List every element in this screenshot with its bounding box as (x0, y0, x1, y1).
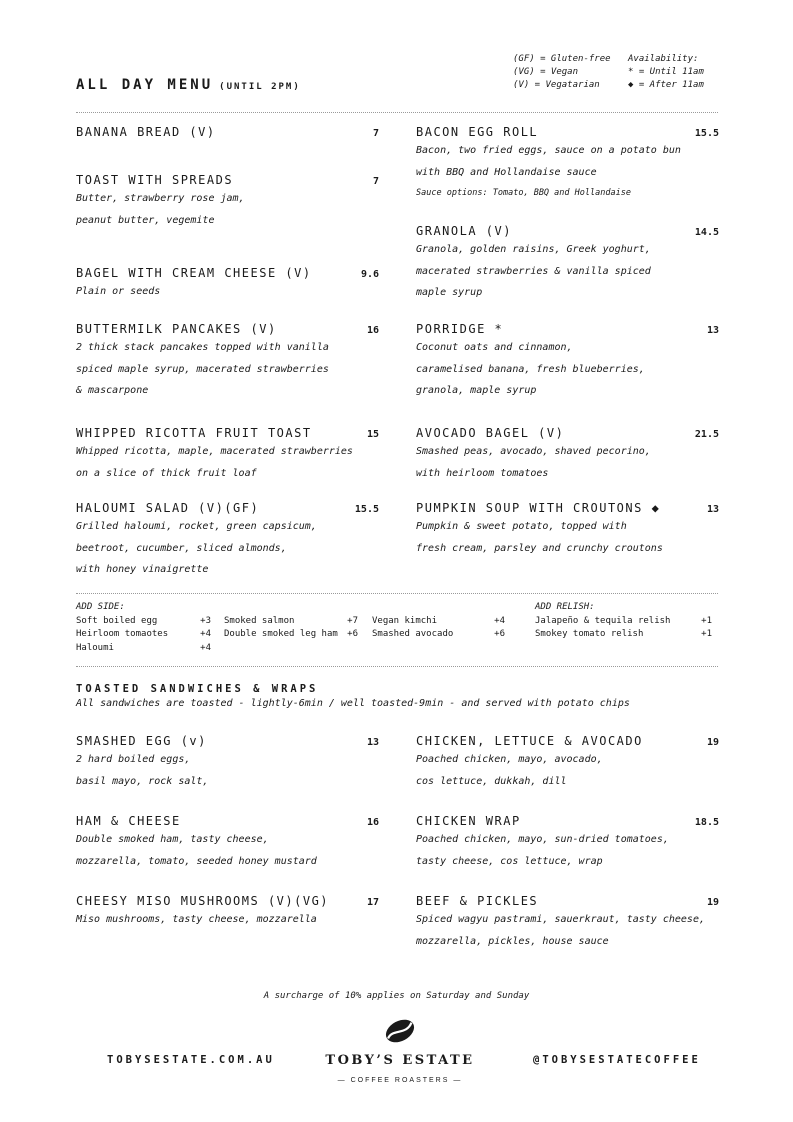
item-price: 7 (372, 128, 379, 139)
side-option-name: Heirloom tomaotes (76, 629, 169, 639)
item-name: WHIPPED RICOTTA FRUIT TOAST (76, 426, 312, 440)
relish-option (535, 615, 712, 629)
side-option (372, 615, 505, 629)
menu-item-porridge (416, 322, 719, 402)
desc-line: granola, maple syrup (416, 385, 537, 396)
item-name: CHICKEN WRAP (416, 814, 521, 828)
desc-line: Miso mushrooms, tasty cheese, mozzarella (76, 914, 317, 925)
desc-line: mozzarella, tomato, seeded honey mustard (76, 855, 317, 867)
menu-title-subtitle: (UNTIL 2PM) (219, 82, 301, 92)
menu-item-avocado-bagel (416, 426, 719, 484)
item-price: 13 (706, 504, 719, 515)
menu-title (76, 77, 301, 93)
item-price: 17 (366, 897, 379, 908)
desc-line: mozzarella, pickles, house sauce (416, 935, 609, 947)
section-title-sandwiches: TOASTED SANDWICHES & WRAPS (76, 683, 319, 695)
desc-line: Spiced wagyu pastrami, sauerkraut, tasty cheese, (416, 914, 705, 925)
desc-line: Whipped ricotta, maple, macerated strawberries (76, 446, 353, 457)
side-option (224, 615, 358, 629)
menu-item-granola (416, 224, 719, 304)
item-price: 13 (366, 737, 379, 748)
item-price: 14.5 (694, 227, 719, 238)
item-name: BUTTERMILK PANCAKES (V) (76, 322, 277, 336)
item-name: SMASHED EGG (v) (76, 734, 207, 748)
item-description (76, 909, 379, 931)
side-option-price: +6 (347, 629, 358, 639)
brand-name: TOBY’S ESTATE (325, 1053, 475, 1068)
add-relish-title: ADD RELISH: (535, 602, 595, 612)
surcharge-note: A surcharge of 10% applies on Saturday and Sunday (263, 991, 530, 1001)
side-option-name: Smoked salmon (224, 615, 295, 626)
side-option-name: Soft boiled egg (76, 615, 158, 626)
side-option (224, 628, 358, 642)
legend-vg: (VG) = Vegan (513, 67, 579, 77)
desc-line: spiced maple syrup, macerated strawberries (76, 363, 329, 375)
menu-item-bagel-cream-cheese (76, 266, 379, 303)
desc-line: on a slice of thick fruit loaf (76, 467, 257, 479)
legend-v: (V) = Vegatarian (513, 80, 600, 90)
item-price: 18.5 (694, 817, 719, 828)
side-option-price: +7 (347, 615, 358, 626)
desc-line: Plain or seeds (76, 286, 161, 297)
item-description (76, 829, 379, 872)
menu-item-chicken-wrap (416, 814, 719, 872)
side-option-price: +4 (200, 642, 211, 653)
desc-line: 2 hard boiled eggs, (76, 754, 191, 765)
relish-option-name: Jalapeño & tequila relish (535, 615, 671, 626)
relish-option-price: +1 (701, 629, 712, 639)
desc-line: Smashed peas, avocado, shaved pecorino, (416, 446, 651, 457)
item-name: HALOUMI SALAD (V)(GF) (76, 501, 260, 515)
item-name: PUMPKIN SOUP WITH CROUTONS ◆ (416, 501, 661, 515)
desc-line: with heirloom tomatoes (416, 467, 549, 479)
item-price: 13 (706, 325, 719, 336)
website-link[interactable]: TOBYSESTATE.COM.AU (107, 1054, 275, 1066)
section-subtitle-sandwiches: All sandwiches are toasted - lightly-6min / well toasted-9min - and served with potato chips (76, 698, 630, 709)
desc-line: caramelised banana, fresh blueberries, (416, 363, 645, 375)
menu-item-banana-bread (76, 125, 379, 139)
menu-title-text: ALL DAY MENU (76, 77, 214, 93)
desc-line: fresh cream, parsley and crunchy croutons (416, 542, 663, 554)
menu-item-smashed-egg (76, 734, 379, 792)
item-description (76, 188, 379, 231)
item-name: TOAST WITH SPREADS (76, 173, 234, 187)
item-description (416, 516, 719, 559)
item-description (416, 239, 719, 304)
desc-line: Butter, strawberry rose jam, (76, 193, 245, 204)
desc-line: maple syrup (416, 287, 483, 298)
desc-line: beetroot, cucumber, sliced almonds, (76, 542, 287, 554)
item-price: 15.5 (694, 128, 719, 139)
item-name: GRANOLA (V) (416, 224, 512, 238)
add-side-col-2 (224, 615, 358, 642)
side-option (372, 628, 505, 642)
social-handle[interactable]: @TOBYSESTATECOFFEE (533, 1054, 701, 1066)
item-description (76, 749, 379, 792)
side-option-name: Double smoked leg ham (224, 629, 338, 639)
add-relish (535, 601, 712, 642)
desc-line: Poached chicken, mayo, sun-dried tomatoes, (416, 834, 669, 845)
menu-item-whipped-ricotta (76, 426, 379, 484)
divider (76, 666, 718, 667)
item-price: 19 (706, 737, 719, 748)
item-description (416, 441, 719, 484)
desc-line: basil mayo, rock salt, (76, 775, 209, 787)
item-name: BACON EGG ROLL (416, 125, 539, 139)
item-description (76, 337, 379, 402)
desc-line: peanut butter, vegemite (76, 214, 215, 226)
item-price: 15 (366, 429, 379, 440)
item-name: BAGEL WITH CREAM CHEESE (V) (76, 266, 312, 280)
item-name: HAM & CHEESE (76, 814, 181, 828)
side-option-name: Haloumi (76, 642, 114, 653)
legend-gf: (GF) = Gluten-free (513, 54, 611, 64)
item-description (416, 909, 719, 952)
item-price: 19 (706, 897, 719, 908)
desc-line: with honey vinaigrette (76, 564, 209, 575)
item-price: 9.6 (360, 269, 379, 280)
desc-line: Double smoked ham, tasty cheese, (76, 834, 269, 845)
desc-line: Coconut oats and cinnamon, (416, 342, 573, 353)
item-name: AVOCADO BAGEL (V) (416, 426, 565, 440)
brand-tagline: — COFFEE ROASTERS — (337, 1077, 463, 1084)
availability-after-11: ◆ = After 11am (628, 80, 704, 90)
menu-item-ham-cheese (76, 814, 379, 872)
side-option-name: Vegan kimchi (372, 615, 438, 626)
item-price: 16 (366, 817, 379, 828)
availability-title: Availability: (628, 54, 699, 64)
item-description (416, 829, 719, 872)
availability-until-11: * = Until 11am (628, 67, 704, 77)
item-price: 7 (372, 176, 379, 187)
item-description (76, 441, 379, 484)
desc-line: Poached chicken, mayo, avocado, (416, 754, 603, 765)
menu-item-beef-pickles (416, 894, 719, 952)
desc-line: 2 thick stack pancakes topped with vanilla (76, 342, 329, 353)
item-price: 21.5 (694, 429, 719, 440)
item-name: BEEF & PICKLES (416, 894, 539, 908)
menu-item-haloumi-salad (76, 501, 379, 581)
menu-item-buttermilk-pancakes (76, 322, 379, 402)
relish-option-price: +1 (701, 615, 712, 626)
item-description (416, 140, 719, 203)
desc-line: Bacon, two fried eggs, sauce on a potato bun (416, 145, 681, 156)
sauce-options-note: Sauce options: Tomato, BBQ and Hollandaise (416, 188, 631, 198)
side-option (76, 642, 211, 656)
item-description (416, 337, 719, 402)
item-name: CHICKEN, LETTUCE & AVOCADO (416, 734, 643, 748)
desc-line: & mascarpone (76, 385, 149, 396)
menu-item-cheesy-miso-mushrooms (76, 894, 379, 931)
desc-line: Pumpkin & sweet potato, topped with (416, 521, 627, 532)
item-price: 16 (366, 325, 379, 336)
side-option (76, 615, 211, 629)
divider (76, 593, 718, 594)
add-side-col-3 (372, 615, 505, 642)
menu-item-chicken-lettuce-avocado (416, 734, 719, 792)
add-side-col-1 (76, 601, 211, 655)
desc-line: cos lettuce, dukkah, dill (416, 775, 567, 787)
availability-legend (628, 53, 704, 92)
item-name: PORRIDGE * (416, 322, 504, 336)
divider (76, 112, 718, 113)
item-description (76, 281, 379, 303)
desc-line: macerated strawberries & vanilla spiced (416, 265, 651, 277)
relish-option (535, 628, 712, 642)
desc-line: with BBQ and Hollandaise sauce (416, 166, 597, 178)
side-option (76, 628, 211, 642)
coffee-bean-icon (382, 1016, 418, 1050)
side-option-price: +4 (200, 629, 211, 639)
item-price: 15.5 (354, 504, 379, 515)
side-option-name: Smashed avocado (372, 629, 454, 639)
desc-line: tasty cheese, cos lettuce, wrap (416, 855, 603, 867)
desc-line: Granola, golden raisins, Greek yoghurt, (416, 244, 651, 255)
item-name: BANANA BREAD (V) (76, 125, 216, 139)
dietary-legend (513, 53, 611, 92)
menu-item-bacon-egg-roll (416, 125, 719, 203)
menu-item-pumpkin-soup (416, 501, 719, 559)
item-description (76, 516, 379, 581)
side-option-price: +4 (494, 615, 505, 626)
menu-item-toast-with-spreads (76, 173, 379, 231)
relish-option-name: Smokey tomato relish (535, 629, 644, 639)
desc-line: Grilled haloumi, rocket, green capsicum, (76, 521, 317, 532)
side-option-price: +6 (494, 629, 505, 639)
item-name: CHEESY MISO MUSHROOMS (V)(VG) (76, 894, 330, 908)
add-side-title: ADD SIDE: (76, 602, 125, 612)
side-option-price: +3 (200, 615, 211, 626)
item-description (416, 749, 719, 792)
